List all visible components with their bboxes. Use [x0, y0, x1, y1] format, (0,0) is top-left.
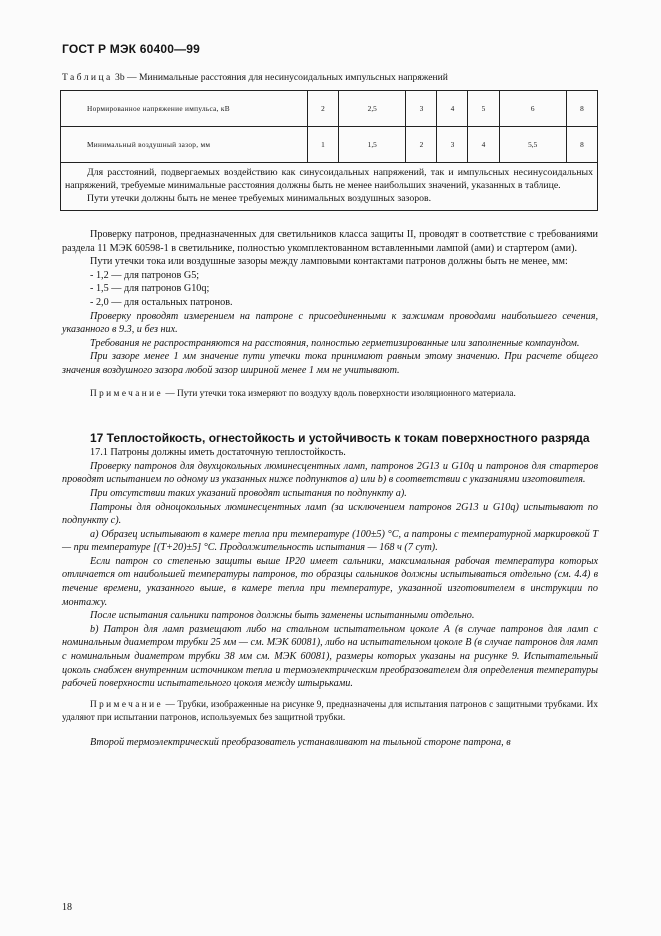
table-cell: 8: [566, 91, 597, 127]
table-cell: 8: [566, 127, 597, 163]
document-header: ГОСТ Р МЭК 60400—99: [62, 42, 201, 56]
table-cell: 3: [406, 91, 437, 127]
note: [62, 388, 598, 402]
table-cell: 1: [308, 127, 339, 163]
paragraph: При отсутствии таких указаний проводят испытания по подпункту а).: [90, 487, 407, 499]
paragraph: Проверку патронов для двухцокольных люминесцентных ламп, патронов 2G13 и G10q и патронов для стартеров проводят испытанием по одному из указанных ниже подпунктов а) или b) в соответствии с указаниями изготовителя.: [62, 460, 598, 486]
table-caption-text: — Минимальные расстояния для несинусоидальных импульсных напряжений: [124, 72, 448, 83]
list-item: - 2,0 — для остальных патронов.: [90, 296, 233, 308]
note-label: Примечание: [90, 388, 163, 399]
table-cell: 2: [406, 127, 437, 163]
list-item: - 1,2 — для патронов G5;: [90, 269, 200, 281]
table-cell: 4: [468, 127, 499, 163]
section-title: 17 Теплостойкость, огнестойкость и устойчивость к токам поверхностного разряда: [90, 431, 590, 446]
distances-table: [60, 90, 598, 211]
paragraph: а) Образец испытывают в камере тепла при температуре (100±5) °С, а патроны с температурной маркировкой Т — при температуре [(Т+20)±5] °С. Продолжительность испытания — 168 ч (7 сут).: [62, 528, 598, 554]
table-cell: 1,5: [339, 127, 406, 163]
paragraph: Проверку проводят измерением на патроне с присоединенными к зажимам проводами наибольшего сечения, указанного в 9.3, и без них.: [62, 310, 598, 336]
table-cell: 4: [437, 91, 468, 127]
table-caption: [62, 72, 602, 83]
page-number: 18: [62, 902, 72, 913]
table-row-label: Минимальный воздушный зазор, мм: [61, 127, 308, 163]
paragraph: b) Патрон для ламп размещают либо на стальном испытательном цоколе А (в случае патронов для ламп с номинальным диаметром трубки 25 мм — см. МЭК 60081), либо на испытательном цоколе В (в случае патронов для ламп с номинальным диаметром трубки 38 мм см. МЭК 60081), размеры которых указаны на рисунке 9. Испытательный цоколь снабжен внутренним источником тепла и термоэлектрическим преобразователем для определения температуры рабочей поверхности испытательного цоколя между штырьками.: [62, 623, 598, 690]
paragraph: Требования не распространяются на расстояния, полностью герметизированные или заполненные компаундом.: [90, 337, 580, 349]
note-text: — Трубки, изображенные на рисунке 9, предназначены для испытания патронов с защитными трубками. Их удаляют при испытании патронов, используемых без защитной трубки.: [62, 699, 598, 724]
paragraph: После испытания сальники патронов должны быть заменены испытанными отдельно.: [90, 610, 475, 622]
table-cell: 5: [468, 91, 499, 127]
list-item: - 1,5 — для патронов G10q;: [90, 283, 210, 295]
body-text: [62, 228, 598, 750]
table-cell: 3: [437, 127, 468, 163]
table-cell: 2,5: [339, 91, 406, 127]
table-caption-label: Таблица: [62, 72, 113, 83]
note-text: — Пути утечки тока измеряют по воздуху вдоль поверхности изоляционного материала.: [163, 388, 516, 399]
table-notes: [61, 163, 598, 211]
table-note: Для расстояний, подвергаемых воздействию как синусоидальных напряжений, так и импульсных несинусоидальных напряжений, требуемые минимальные расстояния должны быть не менее наибольших значений, указанных в таблице.: [65, 167, 593, 191]
note: [62, 699, 598, 726]
table-cell: 6: [499, 91, 566, 127]
table-row: [61, 91, 598, 127]
table-cell: 5,5: [499, 127, 566, 163]
paragraph: Проверку патронов, предназначенных для светильников класса защиты II, проводят в соответствие с требованиями раздела 11 МЭК 60598-1 в светильнике, полностью укомплектованном вставленными лампой (ами) и стартером (ами).: [62, 229, 598, 254]
table-note: Пути утечки должны быть не менее требуемых минимальных воздушных зазоров.: [87, 193, 432, 204]
paragraph: Второй термоэлектрический преобразователь устанавливают на тыльной стороне патрона, в: [90, 737, 511, 748]
table-caption-number: 3b: [115, 72, 125, 83]
paragraph: Пути утечки тока или воздушные зазоры между ламповыми контактами патронов должны быть не менее, мм:: [90, 256, 568, 268]
table-row: [61, 127, 598, 163]
paragraph: 17.1 Патроны должны иметь достаточную теплостойкость.: [90, 447, 346, 459]
note-label: Примечание: [90, 699, 163, 710]
table-cell: 2: [308, 91, 339, 127]
paragraph: При зазоре менее 1 мм значение пути утечки тока принимают равным этому значению. При расчете общего значения воздушного зазора любой зазор шириной менее 1 мм не учитывают.: [62, 351, 598, 376]
table-notes-row: [61, 163, 598, 211]
paragraph: Если патрон со степенью защиты выше IP20 имеет сальники, максимальная рабочая температура которых отличается от наибольшей температуры патронов, то образцы сальников должны испытываться отдельно (см. 4.4) в течение времени, указанного выше, в камере тепла при температуре, указанной изготовителем в инструкции по монтажу.: [62, 555, 598, 608]
table-row-label: Нормированное напряжение импульса, кВ: [61, 91, 308, 127]
paragraph: Патроны для одноцокольных люминесцентных ламп (за исключением патронов 2G13 и G10q) испытывают по подпункту с).: [62, 501, 598, 527]
